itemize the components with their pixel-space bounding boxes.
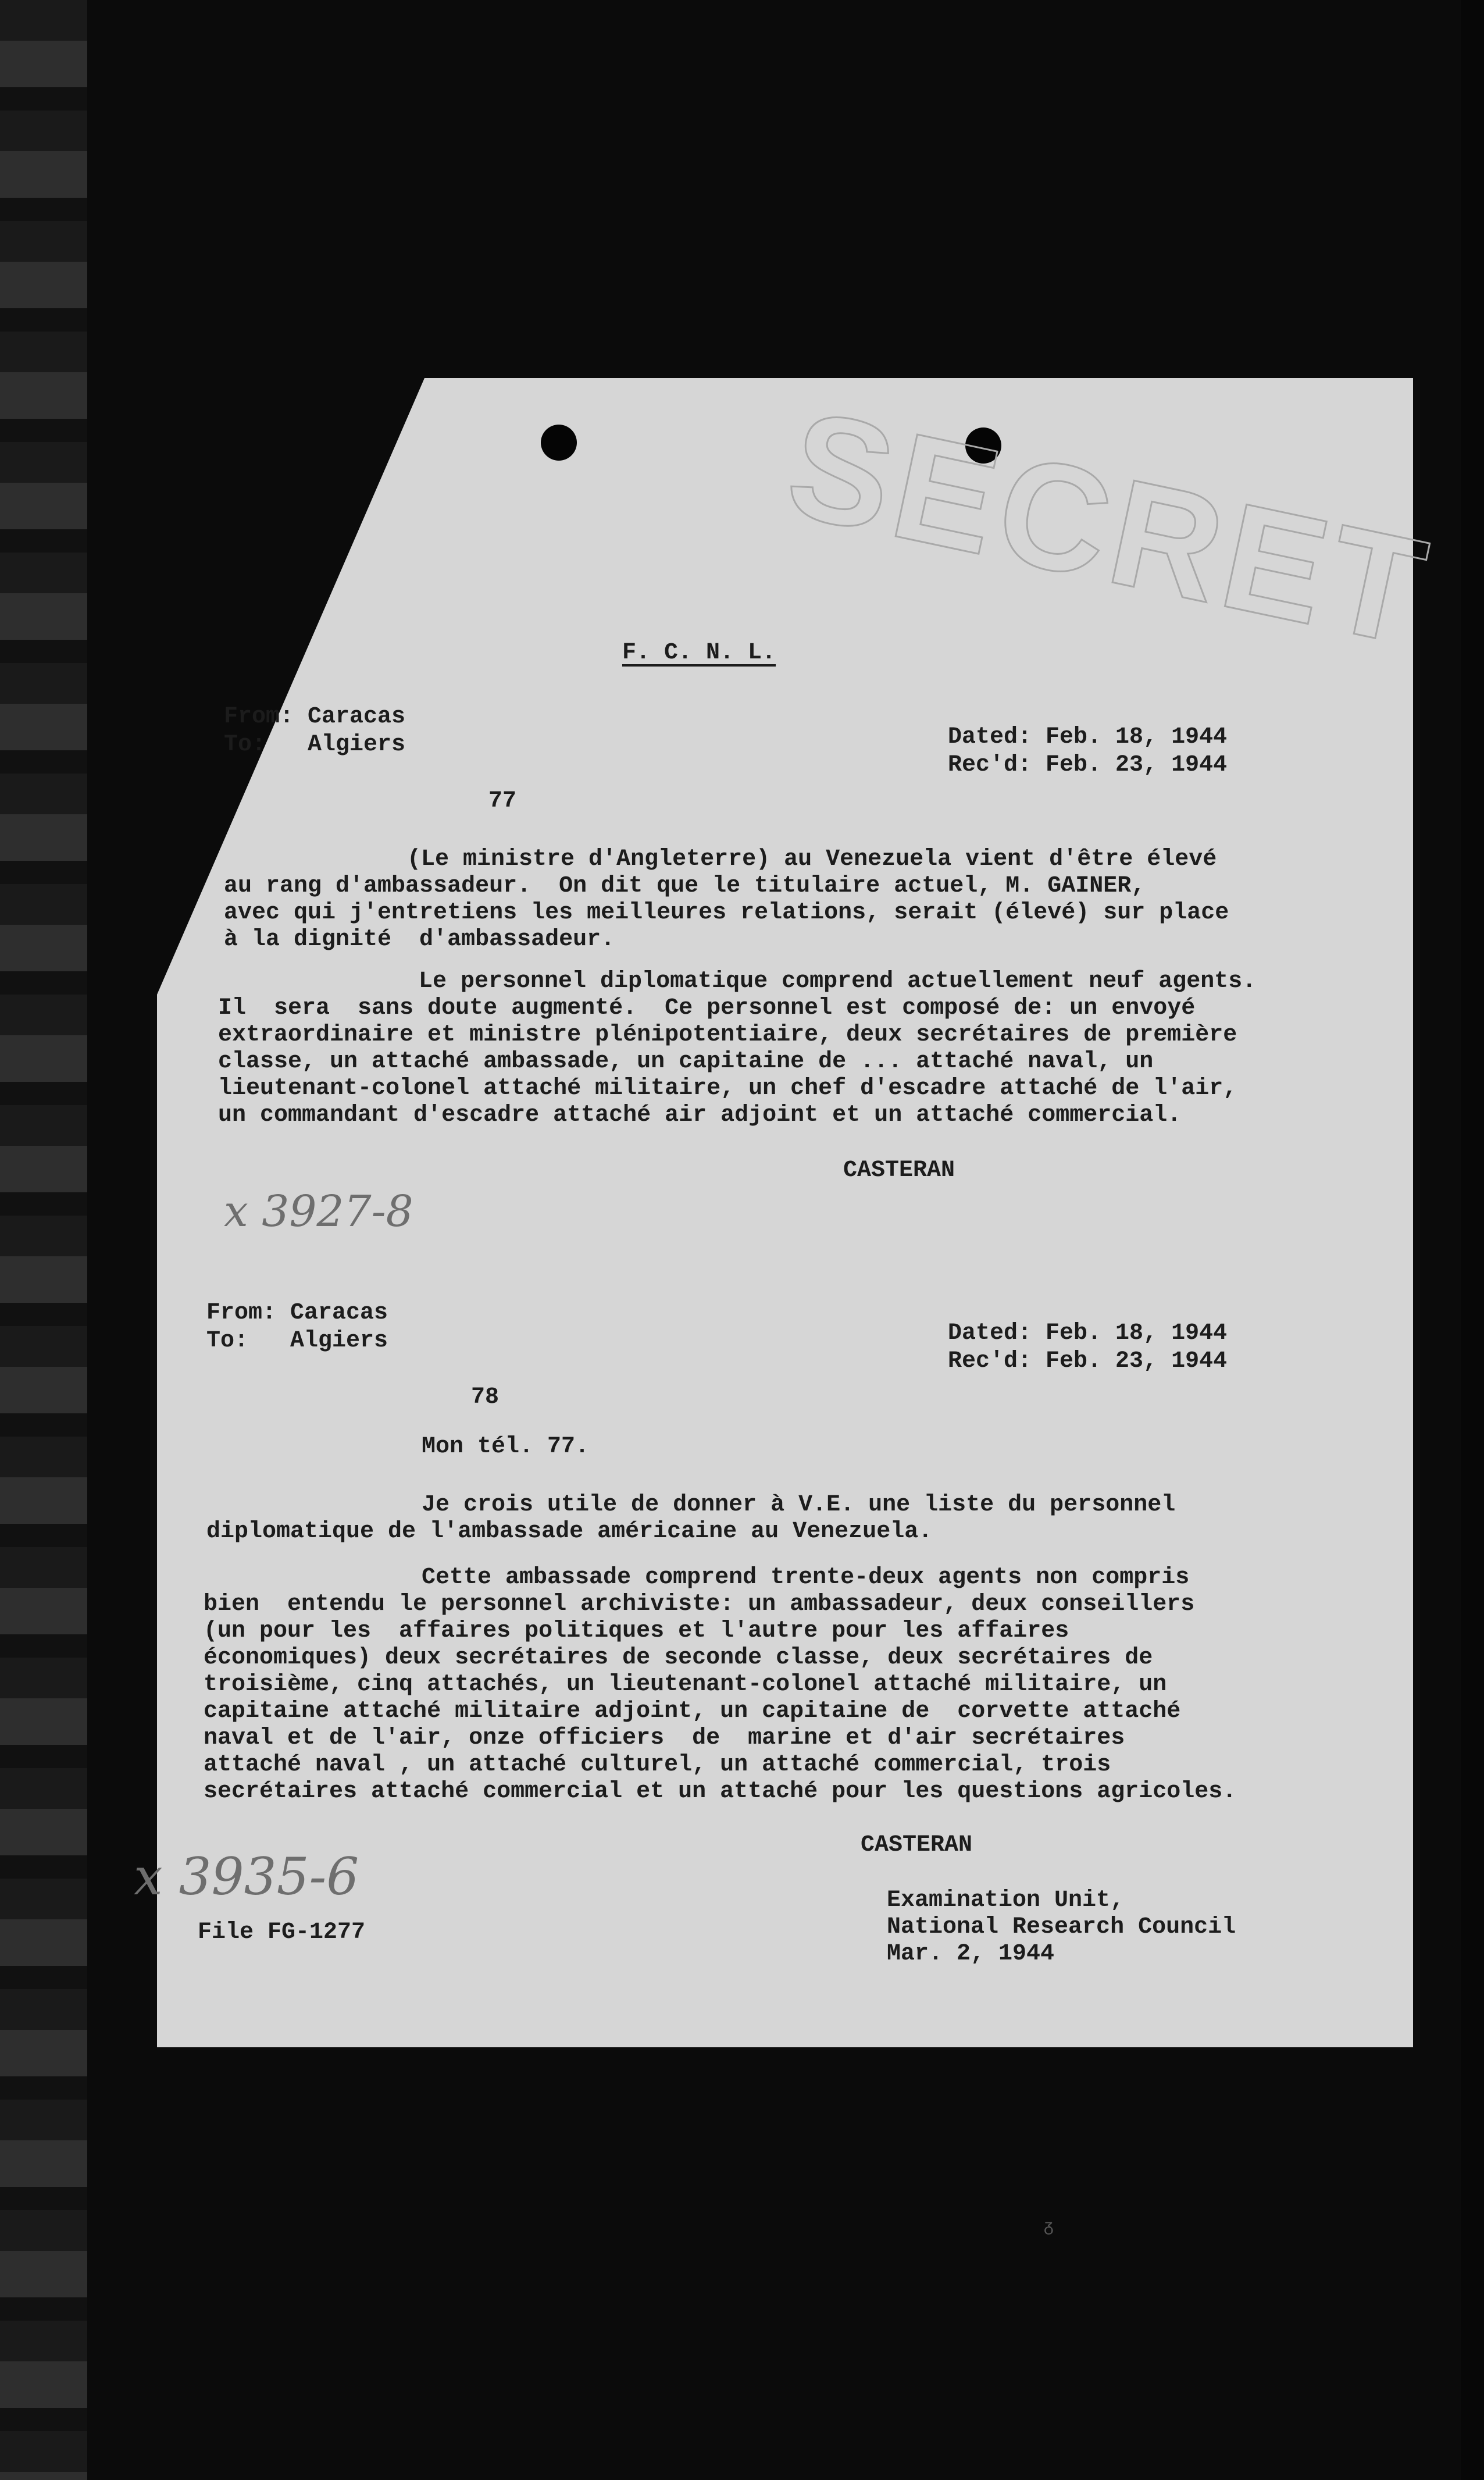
msg2-recd: Rec'd: Feb. 23, 1944 — [948, 1348, 1228, 1374]
msg1-dated: Dated: Feb. 18, 1944 — [948, 724, 1228, 750]
examination-unit-line: Mar. 2, 1944 — [887, 1941, 1055, 1967]
msg1-to: To: Algiers — [224, 732, 406, 758]
msg2-para2-line: capitaine attaché militaire adjoint, un capitaine de corvette attaché — [204, 1698, 1181, 1724]
msg2-para1-line: diplomatique de l'ambassade américaine au Venezuela. — [206, 1519, 933, 1545]
msg2-para2-line: secrétaires attaché commercial et un attaché pour les questions agricoles. — [204, 1779, 1237, 1805]
film-strip-left — [0, 0, 87, 2480]
msg2-handwritten-note: x 3935-6 — [134, 1847, 359, 1907]
msg2-para1-line: Je crois utile de donner à V.E. une liste du personnel — [422, 1492, 1176, 1518]
msg1-number: 77 — [488, 788, 517, 814]
film-mark: ᵹ — [1044, 2216, 1054, 2235]
msg1-para1-line: (Le ministre d'Angleterre) au Venezuela vient d'être élevé — [407, 846, 1217, 872]
msg2-para2-line: attaché naval , un attaché culturel, un attaché commercial, trois — [204, 1752, 1111, 1778]
msg1-para2-line: Le personnel diplomatique comprend actuellement neuf agents. — [419, 968, 1257, 995]
examination-unit-line: National Research Council — [887, 1914, 1236, 1940]
punch-hole — [541, 425, 577, 461]
msg2-number: 78 — [471, 1384, 500, 1410]
msg2-from: From: Caracas — [206, 1300, 388, 1326]
msg1-para2-line: lieutenant-colonel attaché militaire, un chef d'escadre attaché de l'air, — [218, 1075, 1237, 1102]
msg2-signature: CASTERAN — [861, 1832, 973, 1858]
msg1-para1-line: avec qui j'entretiens les meilleures relations, serait (élevé) sur place — [224, 900, 1229, 926]
msg2-para2-line: économiques) deux secrétaires de seconde classe, deux secrétaires de — [204, 1645, 1153, 1671]
msg1-recd: Rec'd: Feb. 23, 1944 — [948, 752, 1228, 778]
msg1-from: From: Caracas — [224, 704, 406, 730]
msg2-dated: Dated: Feb. 18, 1944 — [948, 1320, 1228, 1346]
msg1-para1-line: à la dignité d'ambassadeur. — [224, 927, 615, 953]
file-reference: File FG-1277 — [198, 1919, 366, 1945]
msg1-signature: CASTERAN — [843, 1157, 955, 1184]
film-strip-right — [1461, 0, 1484, 2480]
msg2-reference: Mon tél. 77. — [422, 1434, 590, 1460]
msg2-para2-line: bien entendu le personnel archiviste: un ambassadeur, deux conseillers — [204, 1591, 1195, 1617]
secret-stamp: SECRET — [775, 379, 1444, 679]
msg2-to: To: Algiers — [206, 1328, 388, 1354]
msg2-para2-line: (un pour les affaires politiques et l'autre pour les affaires — [204, 1618, 1069, 1644]
msg1-handwritten-note: x 3927-8 — [224, 1186, 413, 1237]
examination-unit-line: Examination Unit, — [887, 1887, 1125, 1914]
msg1-para2-line: classe, un attaché ambassade, un capitaine de ... attaché naval, un — [218, 1049, 1154, 1075]
msg1-para2-line: Il sera sans doute augmenté. Ce personnel est composé de: un envoyé — [218, 995, 1196, 1021]
msg1-para2-line: un commandant d'escadre attaché air adjoint et un attaché commercial. — [218, 1102, 1182, 1128]
msg2-para2-line: naval et de l'air, onze officiers de marine et d'air secrétaires — [204, 1725, 1125, 1751]
msg2-para2-line: Cette ambassade comprend trente-deux agents non compris — [422, 1565, 1190, 1591]
document-header: F. C. N. L. — [622, 640, 776, 666]
msg2-para2-line: troisième, cinq attachés, un lieutenant-colonel attaché militaire, un — [204, 1672, 1167, 1698]
msg1-para1-line: au rang d'ambassadeur. On dit que le titulaire actuel, M. GAINER, — [224, 873, 1146, 899]
msg1-para2-line: extraordinaire et ministre plénipotentiaire, deux secrétaires de première — [218, 1022, 1237, 1048]
